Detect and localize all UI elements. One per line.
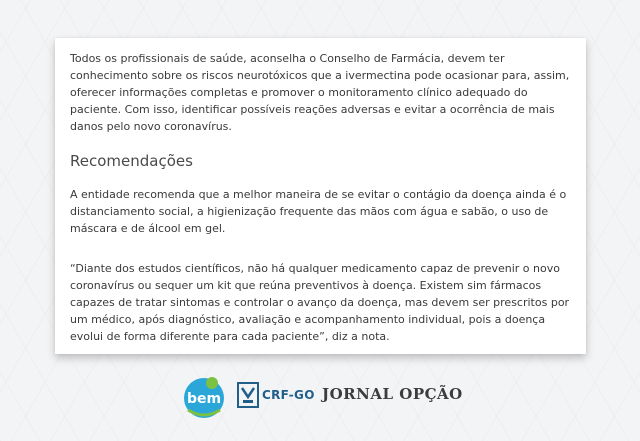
jornal-opcao-logo: JORNAL OPÇÃO — [322, 385, 463, 403]
crf-go-text: CRF-GO — [262, 388, 315, 402]
paragraph-quote: “Diante dos estudos científicos, não há qualquer medicamento capaz de prevenir o novo coronavírus ou sequer um kit que reúna preventivos à doença. Existem sim fármacos capazes de tratar sintomas e controlar o avanço da doença, mas devem ser prescritos por um médico, após diagnóstico, avaliação e acompanhamento individual, pois a doença evolui de forma diferente para cada paciente”, diz a nota. — [70, 262, 570, 343]
paragraph-recommendation: A entidade recomenda que a melhor maneira de se evitar o contágio da doença ainda é o distanciamento social, a higienização frequente das mãos com água e sabão, o uso de máscara e de álcool em gel. — [70, 188, 567, 235]
paragraph-intro: Todos os profissionais de saúde, aconselha o Conselho de Farmácia, devem ter conhecimento sobre os riscos neurotóxicos que a ivermectina pode ocasionar para, assim, oferecer informações completas e promover o monitoramento clínico adequado do paciente. Com isso, identificar possíveis reações adversas e evitar a ocorrência de mais danos pelo novo coronavírus. — [70, 52, 570, 133]
article-card — [55, 38, 586, 354]
bem-logo — [178, 374, 230, 426]
crf-emblem-icon — [237, 382, 259, 408]
crf-go-logo — [237, 382, 315, 408]
footer-logos — [0, 372, 640, 432]
section-heading: Recomendações — [70, 152, 193, 170]
bem-logo-text: bem — [186, 391, 222, 407]
